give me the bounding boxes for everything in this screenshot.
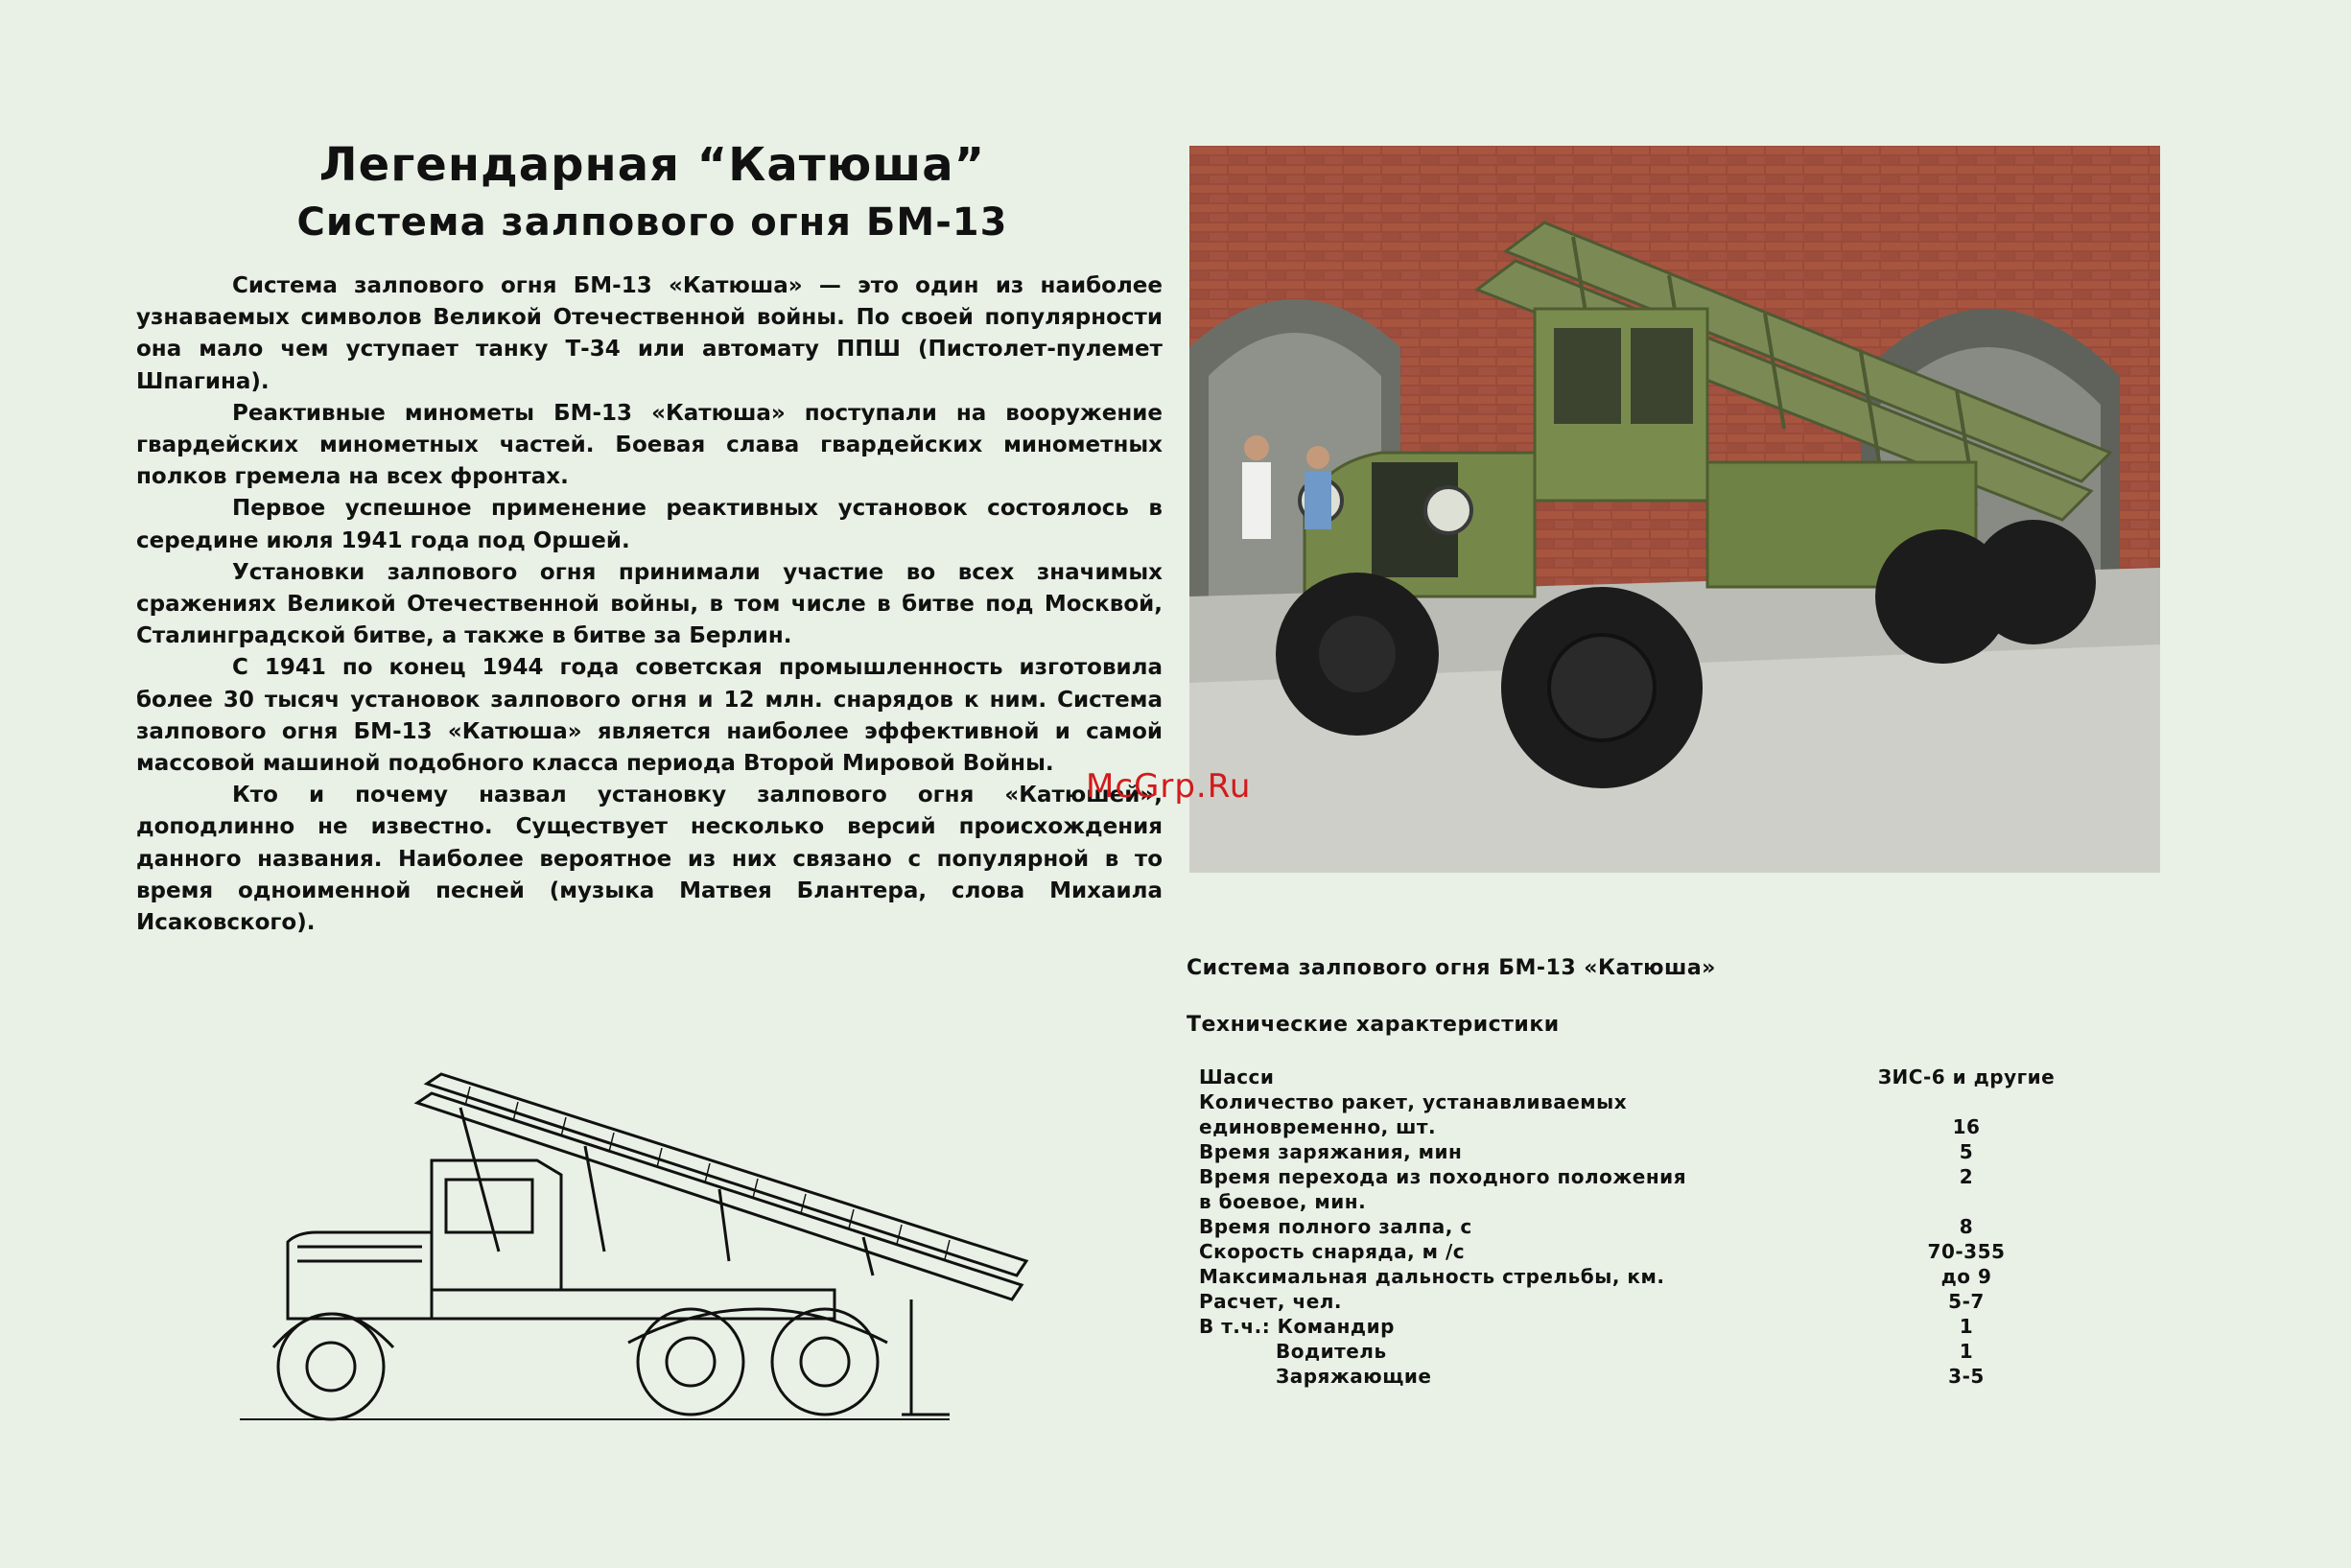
spec-label: Водитель (1276, 1340, 1387, 1363)
paragraph: Установки залпового огня принимали участие во всех значимых сражениях Великой Отечественной войны, в том числе в битве под Москвой, Сталинградской битве, а также в битве за Берлин. (136, 559, 1163, 649)
spec-title: Система залпового огня БМ-13 «Катюша» (1187, 956, 1716, 980)
spec-value: 16 (1952, 1115, 1981, 1138)
spec-row (1199, 1089, 2062, 1139)
spec-label: Время перехода из походного положения в боевое, мин. (1199, 1165, 1687, 1213)
spec-row (1199, 1164, 2062, 1214)
spec-row (1199, 1239, 2062, 1264)
paragraph: Реактивные минометы БМ-13 «Катюша» поступали на вооружение гвардейских минометных частей. Боевая слава гвардейских минометных полков гремела на всех фронтах. (136, 400, 1163, 490)
paragraph: Кто и почему назвал установку залпового огня «Катюшей», доподлинно не известно. Существует несколько версий происхождения данного названия. Наиболее вероятное из них связано с популярной в то время одноименной песней (музыка Матвея Блантера, слова Михаила Исаковского). (136, 783, 1163, 936)
spec-value: ЗИС-6 и другие (1877, 1065, 2056, 1088)
spec-row (1199, 1314, 2062, 1339)
paragraph: Первое успешное применение реактивных установок состоялось в середине июля 1941 года под Оршей. (136, 496, 1163, 553)
spec-label: Время заряжания, мин (1199, 1140, 1463, 1163)
spec-value: 1 (1959, 1315, 1974, 1338)
spec-label: Количество ракет, устанавливаемых единовременно, шт. (1199, 1090, 1628, 1138)
vehicle-drawing (240, 1069, 1036, 1424)
spec-row (1199, 1139, 2062, 1164)
spec-label: В т.ч.: Командир (1199, 1315, 1395, 1338)
paragraph: Система залпового огня БМ-13 «Катюша» — это один из наиболее узнаваемых символов Великой Отечественной войны. По своей популярности она мало чем уступает танку Т-34 или автомату ППШ (Пистолет-пулемет Шпагина). (136, 273, 1163, 394)
spec-subtitle: Технические характеристики (1187, 1013, 1560, 1037)
spec-value: 3-5 (1948, 1365, 1985, 1388)
spec-row (1199, 1065, 2062, 1089)
watermark: McGrp.Ru (1086, 767, 1252, 806)
spec-table (1199, 1065, 2062, 1389)
spec-label: Расчет, чел. (1199, 1290, 1342, 1313)
spec-row (1199, 1339, 2062, 1364)
spec-value: 70-355 (1927, 1240, 2006, 1263)
spec-label: Время полного залпа, с (1199, 1215, 1472, 1238)
spec-row (1199, 1264, 2062, 1289)
spec-row (1199, 1364, 2062, 1389)
spec-label: Скорость снаряда, м /с (1199, 1240, 1466, 1263)
spec-value: до 9 (1940, 1265, 1992, 1288)
spec-row (1199, 1289, 2062, 1314)
spec-value: 5-7 (1948, 1290, 1985, 1313)
article-body (136, 270, 1163, 939)
page-title: Легендарная “Катюша” (318, 138, 986, 192)
spec-value: 5 (1959, 1140, 1974, 1163)
spec-value: 8 (1959, 1215, 1974, 1238)
title-block (134, 134, 1170, 249)
spec-label: Максимальная дальность стрельбы, км. (1199, 1265, 1665, 1288)
paragraph: С 1941 по конец 1944 года советская промышленность изготовила более 30 тысяч установок залпового огня и 12 млн. снарядов к ним. Система залпового огня БМ-13 «Катюша» является наиболее эффективной и самой массовой машиной подобного класса периода Второй Мировой Войны. (136, 655, 1163, 777)
vehicle-photo (1189, 146, 2160, 873)
spec-value: 1 (1959, 1340, 1974, 1363)
page-subtitle: Система залпового огня БМ-13 (296, 200, 1008, 245)
spec-row (1199, 1214, 2062, 1239)
spec-label: Шасси (1199, 1065, 1275, 1088)
spec-label: Заряжающие (1276, 1365, 1432, 1388)
spec-value: 2 (1959, 1165, 1974, 1188)
